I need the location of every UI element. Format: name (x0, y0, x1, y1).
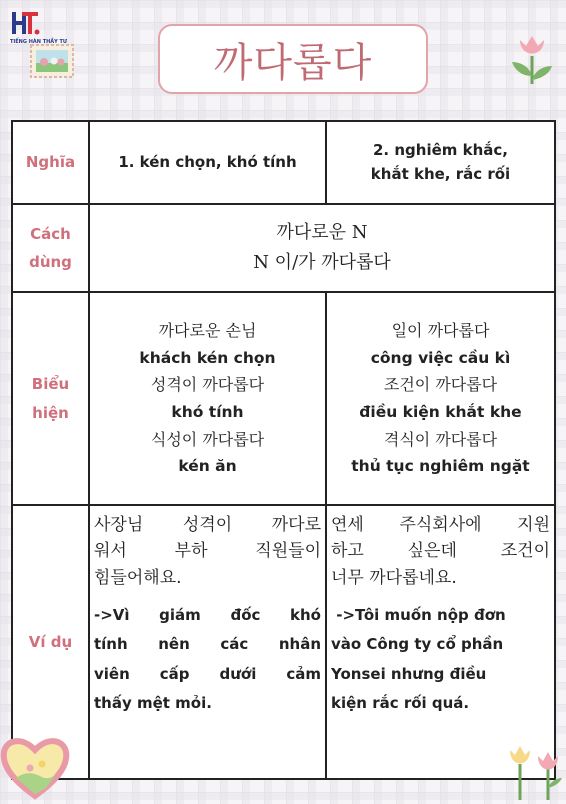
logo-mark-icon (10, 8, 42, 38)
usage-label-line-2: dùng (29, 253, 72, 271)
example-vn-line: thấy mệt mỏi. (94, 693, 212, 712)
expression-label-line-2: hiện (32, 403, 69, 422)
example-kr-line: 하고 싶은데 조건이 (331, 541, 550, 562)
expression-kr: 격식이 까다롭다 (383, 429, 498, 449)
usage-row (12, 204, 555, 292)
example-kr-line: 연세 주식회사에 지원 (331, 515, 550, 535)
expression-label (12, 292, 89, 505)
meaning-def-2-line-2: khắt khe, rắc rối (370, 164, 511, 183)
example-vn-line: viên cấp dưới cảm (94, 664, 321, 683)
meaning-label-text: Nghĩa (25, 153, 76, 172)
meaning-def-1-text: 1. kén chọn, khó tính (118, 152, 297, 171)
expression-vn: khách kén chọn (139, 348, 276, 367)
expression-kr: 식성이 까다롭다 (150, 429, 265, 449)
tulips-icon (500, 744, 566, 804)
usage-pattern-1: 까다로운 N (276, 222, 368, 244)
heart-icon (0, 734, 70, 804)
example-left (89, 505, 326, 779)
example-row (12, 505, 555, 779)
meaning-def-2-line-1: 2. nghiêm khắc, (373, 141, 508, 160)
expression-vn: khó tính (171, 402, 244, 421)
expression-list-right (326, 292, 555, 505)
usage-label-line-1: Cách (30, 224, 71, 243)
example-kr-line: 워서 부하 직원들이 (94, 541, 321, 562)
example-label-text: Ví dụ (28, 632, 73, 651)
meaning-def-1 (89, 121, 326, 204)
example-right (326, 505, 555, 779)
meaning-row (12, 121, 555, 204)
example-vn-line: tính nên các nhân (94, 635, 321, 654)
example-vn-line: kiện rắc rối quá. (331, 693, 470, 712)
grammar-table (11, 120, 556, 780)
expression-vn: công việc cầu kì (370, 348, 511, 367)
expression-label-line-1: Biểu (31, 375, 70, 393)
page-title: 까다롭다 (158, 24, 428, 94)
usage-label (12, 204, 89, 292)
example-vn-line: Yonsei nhưng điều (331, 664, 487, 683)
example-vn-line: vào Công ty cổ phần (331, 635, 504, 654)
example-right-vietnamese (331, 601, 550, 718)
expression-kr: 조건이 까다롭다 (383, 375, 498, 395)
stamp-decoration (30, 44, 74, 82)
logo-brand-text: TIẾNG HÀN THẦY TƯ (10, 39, 68, 45)
example-vn-line: ->Tôi muốn nộp đơn (331, 606, 506, 625)
example-kr-line: 힘들어해요. (94, 567, 182, 588)
expression-vn: thủ tục nghiêm ngặt (351, 457, 530, 476)
example-right-korean (331, 512, 550, 591)
expression-kr: 성격이 까다롭다 (150, 375, 265, 395)
expression-row (12, 292, 555, 505)
expression-kr: 까다로운 손님 (158, 321, 257, 341)
expression-vn: điều kiện khắt khe (359, 402, 522, 421)
expression-vn: kén ăn (178, 457, 237, 476)
usage-patterns (89, 204, 555, 292)
example-left-korean (94, 512, 321, 591)
example-kr-line: 사장님 성격이 까다로 (94, 515, 321, 535)
meaning-label (12, 121, 89, 204)
example-vn-line: ->Vì giám đốc khó (94, 606, 321, 625)
tulip-icon (508, 28, 556, 92)
meaning-def-2 (326, 121, 555, 204)
expression-kr: 일이 까다롭다 (391, 321, 490, 341)
usage-pattern-2: N 이/가 까다롭다 (253, 252, 391, 273)
expression-list-left (89, 292, 326, 505)
logo (10, 8, 72, 45)
example-left-vietnamese (94, 601, 321, 718)
example-kr-line: 너무 까다롭네요. (331, 567, 457, 588)
